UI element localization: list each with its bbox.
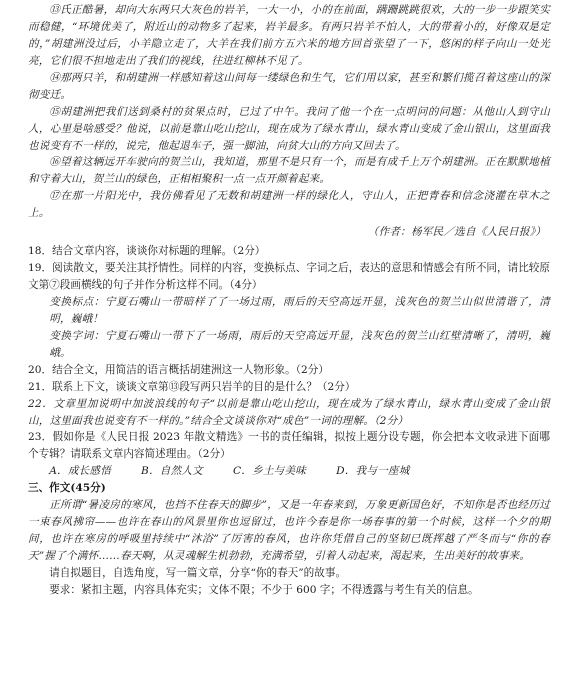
variant-wording-text: 宁夏石嘴山一带下了一场雨，雨后的天空高远开显，浅灰色的贺兰山红壁清晰了，清明，巍峨。	[49, 329, 550, 359]
section-heading-essay: 三、作文(45分)	[28, 482, 106, 495]
question-23: 23．假如你是《人民日报 2023 年散文精选》一书的责任编辑，拟按上题分设专题，你会把本文收录进下面哪个专辑？请联系文章内容简述理由。（2分）	[28, 431, 550, 461]
variant-wording-label: 变换字词：	[49, 329, 105, 342]
passage-paragraph-15: ⑮胡建洲把我们送到桑村的贫果点时，已过了中午。我问了他一个在一点明问的问题：从他山人到守山人，心里是啥感受？他说，以前是靠山吃山挖山，现在成为了绿水青山，绿水青山变成了金山银山，这里面我也说变有不一样的，说完，他起退车子，强一脚油，向贫大山的方向又回去了。	[28, 105, 550, 152]
passage-paragraph-16: ⑯望着这辆远开车驶向的贺兰山，我知道，那里不是只有一个，而是有成千上万个胡建洲。正在默默地植和守着大山，贺兰山的绿色，正相相聚积一点一点开颜着起来。	[28, 156, 550, 186]
question-19: 19．阅读散文，要关注其抒情性。同样的内容，变换标点、字词之后，表达的意思和情感会有所不同，请比较原文第⑦段画横线的句子并作分析这样不同。（4分）	[28, 262, 550, 291]
option-c: C．乡土与美味	[232, 465, 307, 478]
byline: （作者：杨军民／选自《人民日报》）	[367, 226, 546, 239]
question-18: 18．结合文章内容，谈谈你对标题的理解。（2分）	[28, 245, 266, 258]
passage-paragraph-13: ⑬氏正酷暑，却向大东两只大灰色的岩羊，一大一小，小的在前面，蹒跚跳跳很欢，大的一步一步跟笑实而稳健，“环境优美了，附近山的动物多了起来，岩羊最多。有两只岩羊不怕人，大的带着小的，好像双是定的，”胡建洲没过后，小羊隐立走了，大羊在我们前方五六米的地方回首张望了一下，悠闲的样子向山一处光亮，它们很不担地走出了我们的视线，往进红柳林不见了。	[28, 4, 550, 67]
question-22: 22．文章里加说明中加波浪线的句子“以前是靠山吃山挖山，现在成为了绿水青山，绿水青山变成了金山银山，这里面我也说变有不一样的。”结合全文谈谈你对“成色”一词的理解。（2分）	[28, 397, 550, 427]
question-23-options	[28, 463, 550, 480]
variant-punctuation-label: 变换标点：	[49, 295, 105, 308]
questions-block	[28, 243, 550, 480]
option-d: D．我与一座城	[336, 465, 410, 478]
variant-punctuation-text: 宁夏石嘴山一带暗样了了一场过雨，雨后的天空高远开显，浅灰色的贺兰山似世清谐了，清明，巍峨！	[49, 295, 550, 325]
essay-requirements: 要求：紧扣主题，内容具体充实；文体不限；不少于 600 字；不得透露与考生有关的信息。	[49, 583, 479, 596]
question-21: 21．联系上下文，谈谈文章第⑬段写两只岩羊的目的是什么？（2分）	[28, 380, 356, 393]
essay-prompt	[28, 497, 550, 599]
option-a: A．成长感悟	[49, 465, 112, 478]
essay-prompt-text: 正所谓“暑凌房的寒风，也挡不住春天的脚步”，又是一年春来到，万象更新国色好，不知你是否也经历过一束春风拂帘——也许在春山的风景里你也逗留过，也许今春是你一场春事的第一个时候，这样一个夕的期间，也许在寒房的呼吸里持续中“沐浴”了厉害的春风，也许你凭借自己的坚韧已既挥越了严冬而与“你的春天”握了个满怀……春天啊，从灵魂解生机勃勃，充满希望，引着人动起来，渴起来，生出美好的故事来。	[28, 499, 550, 562]
variant-punctuation	[28, 294, 550, 328]
question-20: 20．结合全文，用简洁的语言概括胡建洲这一人物形象。（2分）	[28, 363, 329, 376]
passage	[28, 2, 550, 222]
variant-wording	[28, 328, 550, 362]
option-b: B．自然人文	[141, 465, 203, 478]
passage-paragraph-17: ⑰在那一片阳光中，我仿佛看见了无数和胡建洲一样的绿化人，守山人，正把青春和信念浇灌在草木之上。	[28, 190, 550, 220]
essay-instruction: 请自拟题目，自选角度，写一篇文章，分享“你的春天”的故事。	[49, 566, 347, 579]
passage-paragraph-14: ⑭那两只羊，和胡建洲一样感知着这山间每一缕绿色和生气，它们用以家，甚至和繁们揽召着这座山的深彻变迁。	[28, 71, 550, 101]
